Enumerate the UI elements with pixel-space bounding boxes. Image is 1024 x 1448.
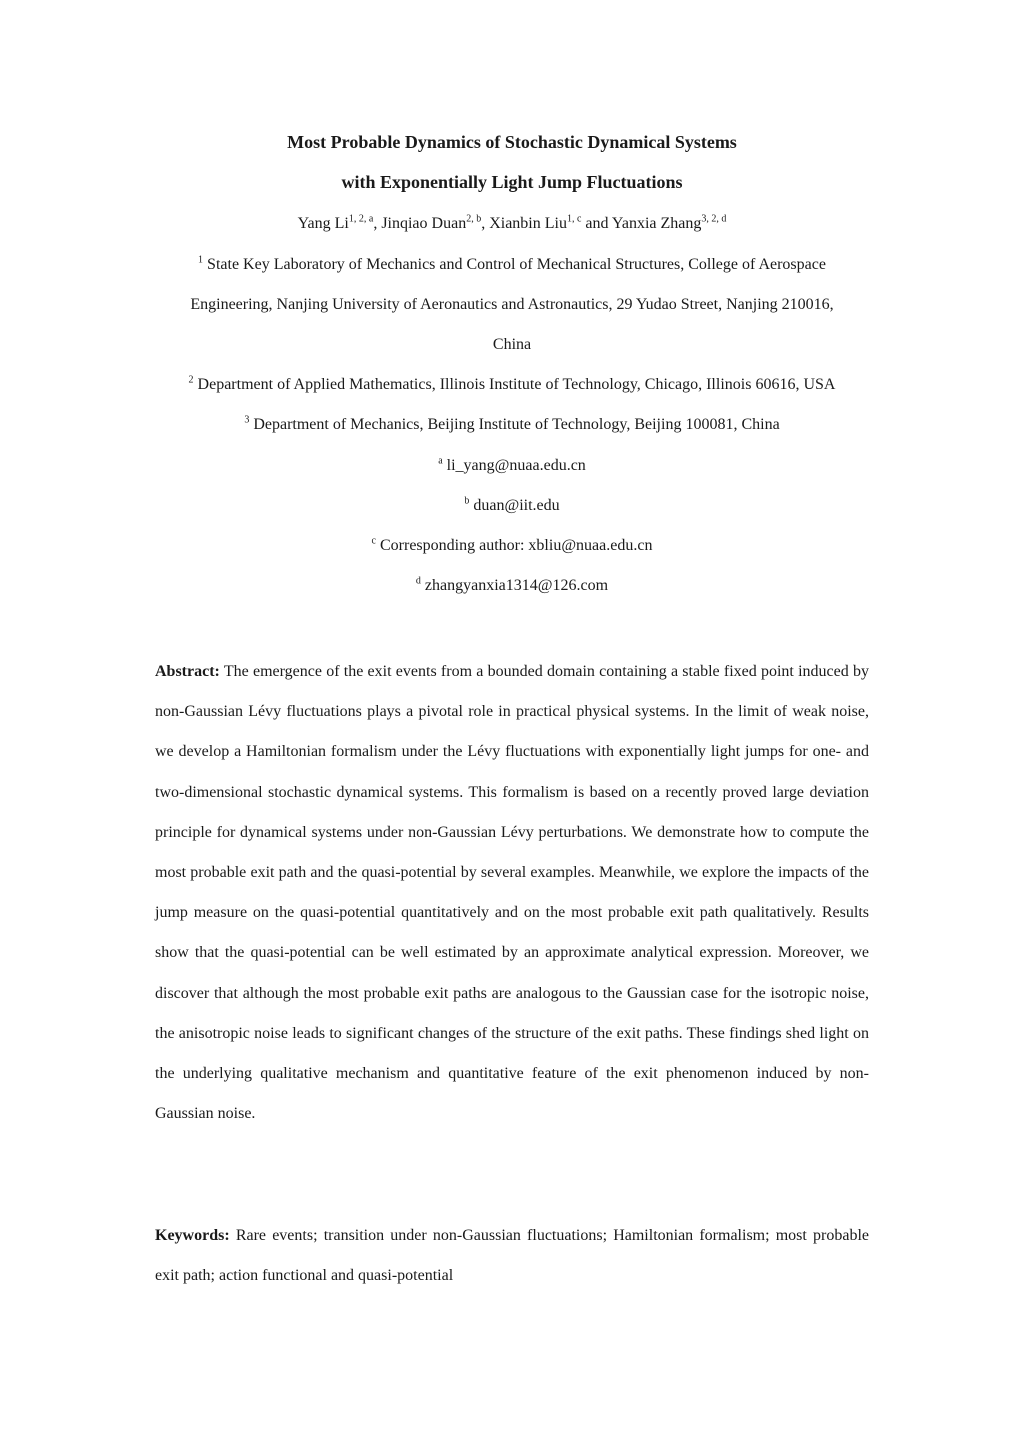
keywords-label: Keywords:: [155, 1227, 230, 1244]
affiliation-1-line-2: Engineering, Nanjing University of Aeronautics and Astronautics, 29 Yudao Street, Nanjing 210016,: [190, 296, 834, 313]
abstract: [155, 652, 869, 1134]
author-name: Xianbin Liu: [489, 215, 567, 232]
keywords-text: Rare events; transition under non-Gaussian fluctuations; Hamiltonian formalism; most probable exit path; action functional and quasi-potential: [155, 1227, 869, 1285]
author-affiliation-sup: 2, b: [466, 213, 482, 225]
abstract-text: The emergence of the exit events from a bounded domain containing a stable fixed point induced by non-Gaussian Lévy fluctuations plays a pivotal role in practical physical systems. In the limit of weak noise, we develop a Hamiltonian formalism under the Lévy fluctuations with exponentially light jumps for one- and two-dimensional stochastic dynamical systems. This formalism is based on a recently proved large deviation principle for dynamical systems under non-Gaussian Lévy perturbations. We demonstrate how to compute the most probable exit path and the quasi-potential by several examples. Meanwhile, we explore the impacts of the jump measure on the quasi-potential quantitatively and on the most probable exit path qualitatively. Results show that the quasi-potential can be well estimated by an approximate analytical expression. Moreover, we discover that although the most probable exit paths are analogous to the Gaussian case for the isotropic noise, the anisotropic noise leads to significant changes of the structure of the exit paths. These findings shed light on the underlying qualitative mechanism and quantitative feature of the exit phenomenon induced by non-Gaussian noise.: [155, 663, 870, 1123]
email-d: $^d$ zhangyanxia1314@126.com: [415, 575, 609, 594]
abstract-label: Abstract:: [155, 663, 220, 680]
author-affiliation-sup: 1, 2, a: [348, 213, 374, 225]
email-a: $^a$ li_yang@nuaa.edu.cn: [438, 455, 586, 474]
author-list: Yang Li$^{1, 2, a}$, Jinqiao Duan$^{2, b}$, Xianbin Liu$^{1, c}$ and Yanxia Zhang$^{3, 2, d}$: [297, 213, 727, 232]
email-c-corresponding: $^c$ Corresponding author: xbliu@nuaa.edu.cn: [371, 535, 653, 554]
author-name: Yanxia Zhang: [611, 215, 702, 232]
paper-title-line-2: with Exponentially Light Jump Fluctuations: [341, 172, 683, 192]
affiliation-1-line-3: China: [492, 336, 532, 353]
author-name: Jinqiao Duan: [381, 215, 467, 232]
affiliation-3: $^3$ Department of Mechanics, Beijing Institute of Technology, Beijing 100081, China: [244, 414, 780, 433]
author-affiliation-sup: 1, c: [566, 213, 582, 225]
email-b: $^b$ duan@iit.edu: [464, 495, 560, 514]
author-name: Yang Li: [297, 215, 349, 232]
affiliation-2: $^2$ Department of Applied Mathematics, Illinois Institute of Technology, Chicago, Illinois 60616, USA: [188, 374, 836, 393]
author-affiliation-sup: 3, 2, d: [701, 213, 727, 225]
affiliation-1-line-1: $^1$ State Key Laboratory of Mechanics and Control of Mechanical Structures, College of Aerospace: [198, 254, 826, 273]
keywords: [155, 1216, 869, 1296]
paper-title-line-1: Most Probable Dynamics of Stochastic Dynamical Systems: [287, 132, 737, 152]
